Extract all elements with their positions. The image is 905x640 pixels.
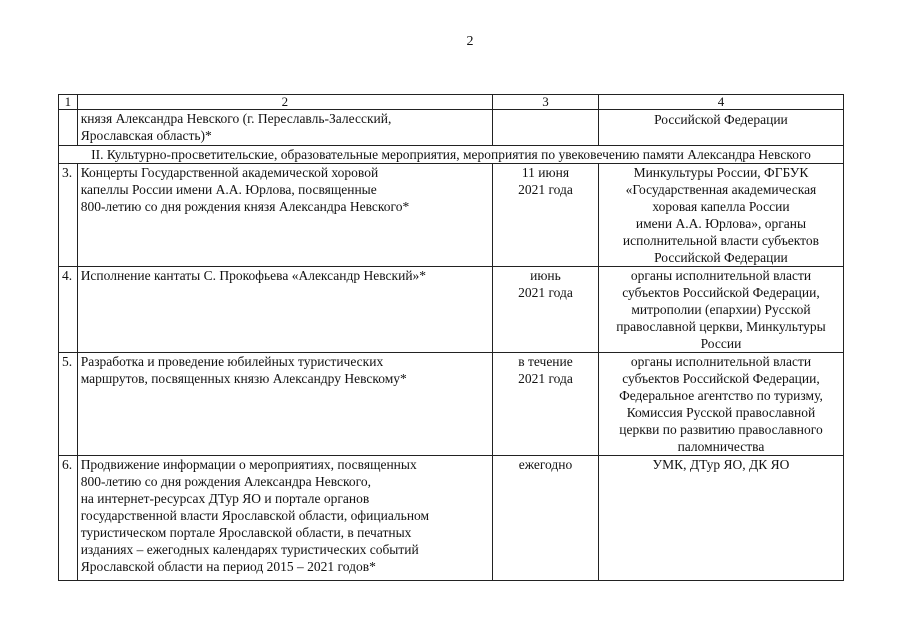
row-number bbox=[59, 110, 78, 146]
date-cell: в течение 2021 года bbox=[493, 353, 599, 456]
row-number: 6. bbox=[59, 456, 78, 581]
table-row bbox=[59, 353, 844, 456]
page-number: 2 bbox=[466, 34, 474, 49]
table-row bbox=[59, 267, 844, 353]
table-row-continuation bbox=[59, 110, 844, 146]
header-cell-3: 3 bbox=[493, 95, 599, 110]
table-header-row bbox=[59, 95, 844, 110]
date-cell bbox=[493, 110, 599, 146]
event-cell: Продвижение информации о мероприятиях, посвященных 800-летию со дня рождения Александра Невского, на интернет-ресурсах ДТур ЯО и портале органов государственной власти Ярославской области, официальном туристическом портале Ярославской области, в печатных изданиях – ежегодных календарях туристических событий Ярославской области на период 2015 – 2021 годов* bbox=[77, 456, 492, 581]
responsible-cell: Минкультуры России, ФГБУК «Государственная академическая хоровая капелла России имени А.А. Юрлова», органы исполнительной власти субъектов Российской Федерации bbox=[598, 164, 843, 267]
date-cell: июнь 2021 года bbox=[493, 267, 599, 353]
event-cell: Исполнение кантаты С. Прокофьева «Александр Невский»* bbox=[77, 267, 492, 353]
section-title-row bbox=[59, 146, 844, 164]
section-title: II. Культурно-просветительские, образовательные мероприятия, мероприятия по увековечению памяти Александра Невского bbox=[59, 146, 844, 164]
row-number: 4. bbox=[59, 267, 78, 353]
table-row bbox=[59, 456, 844, 581]
table-row bbox=[59, 164, 844, 267]
event-cell: князя Александра Невского (г. Переславль-Залесский, Ярославская область)* bbox=[77, 110, 492, 146]
header-cell-1: 1 bbox=[59, 95, 78, 110]
events-table bbox=[58, 94, 844, 581]
header-cell-4: 4 bbox=[598, 95, 843, 110]
date-cell: ежегодно bbox=[493, 456, 599, 581]
event-cell: Разработка и проведение юбилейных туристических маршрутов, посвященных князю Александру Невскому* bbox=[77, 353, 492, 456]
responsible-cell: органы исполнительной власти субъектов Российской Федерации, митрополии (епархии) Русской православной церкви, Минкультуры России bbox=[598, 267, 843, 353]
responsible-cell: органы исполнительной власти субъектов Российской Федерации, Федеральное агентство по туризму, Комиссия Русской православной церкви по развитию православного паломничества bbox=[598, 353, 843, 456]
header-cell-2: 2 bbox=[77, 95, 492, 110]
responsible-cell: УМК, ДТур ЯО, ДК ЯО bbox=[598, 456, 843, 581]
responsible-cell: Российской Федерации bbox=[598, 110, 843, 146]
row-number: 3. bbox=[59, 164, 78, 267]
date-cell: 11 июня 2021 года bbox=[493, 164, 599, 267]
row-number: 5. bbox=[59, 353, 78, 456]
event-cell: Концерты Государственной академической хоровой капеллы России имени А.А. Юрлова, посвященные 800-летию со дня рождения князя Александра Невского* bbox=[77, 164, 492, 267]
